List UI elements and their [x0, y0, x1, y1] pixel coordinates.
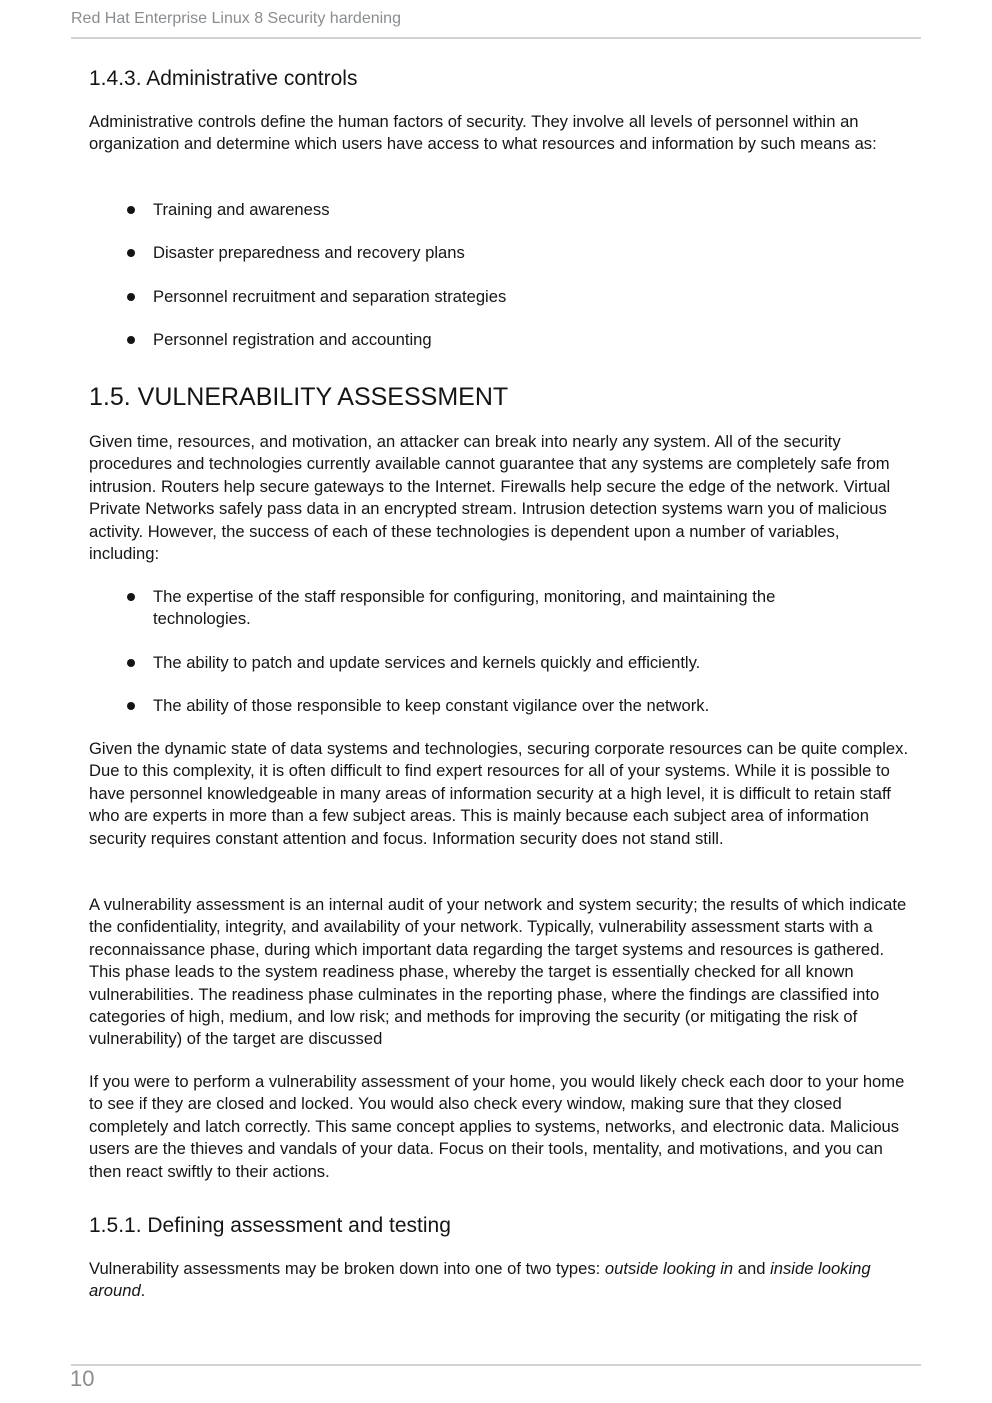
page-number: 10	[70, 1366, 95, 1391]
paragraph-admin-intro: Administrative controls define the human factors of security. They involve all levels of personnel within an organization and determine which users have access to what resources and information by such means as:	[89, 112, 877, 154]
bullet-icon	[127, 249, 135, 257]
list-item: Training and awareness	[153, 199, 843, 221]
bullet-icon	[127, 659, 135, 667]
paragraph-assessment-types: Vulnerability assessments may be broken down into one of two types: outside looking in and inside looking around.	[89, 1259, 871, 1301]
paragraph-home-analogy: If you were to perform a vulnerability assessment of your home, you would likely check each door to your home to see if they are closed and locked. You would also check every window, making sure that they closed completely and latch correctly. This same concept applies to systems, networks, and electronic data. Malicious users are the thieves and vandals of your data. Focus on their tools, mentality, and motivations, and you can then react swiftly to their actions.	[89, 1072, 905, 1181]
section-heading-vulnerability-assessment: 1.5. VULNERABILITY ASSESSMENT	[89, 383, 509, 411]
bullet-icon	[127, 702, 135, 710]
paragraph-internal-audit: A vulnerability assessment is an internal audit of your network and system security; the results of which indicate the confidentiality, integrity, and availability of your network. Typically, vulnerability assessment starts with a reconnaissance phase, during which important data regarding the target systems and resources is gathered. This phase leads to the system readiness phase, whereby the target is essentially checked for all known vulnerabilities. The readiness phase culminates in the reporting phase, where the findings are classified into categories of high, medium, and low risk; and methods for improving the security (or mitigating the risk of vulnerability) of the target are discussed	[89, 895, 907, 1049]
list-item: Personnel recruitment and separation strategies	[153, 286, 843, 308]
bullet-icon	[127, 593, 135, 601]
bullet-icon	[127, 293, 135, 301]
bullet-icon	[127, 206, 135, 214]
list-item: The expertise of the staff responsible for configuring, monitoring, and maintaining the technologies.	[153, 586, 843, 631]
header-divider	[71, 37, 921, 39]
paragraph-dynamic-state: Given the dynamic state of data systems and technologies, securing corporate resources can be quite complex. Due to this complexity, it is often difficult to find expert resources for all of your systems. While it is possible to have personnel knowledgeable in many areas of information security at a high level, it is difficult to retain staff who are experts in more than a few subject areas. This is mainly because each subject area of information security requires constant attention and focus. Information security does not stand still.	[89, 739, 909, 848]
bullet-icon	[127, 336, 135, 344]
paragraph-vuln-intro: Given time, resources, and motivation, an attacker can break into nearly any system. All of the security procedures and technologies currently available cannot guarantee that any systems are completely safe from intrusion. Routers help secure gateways to the Internet. Firewalls help secure the edge of the network. Virtual Private Networks safely pass data in an encrypted stream. Intrusion detection systems warn you of malicious activity. However, the success of each of these technologies is dependent upon a number of variables, including:	[89, 432, 891, 564]
section-heading-administrative-controls: 1.4.3. Administrative controls	[89, 67, 358, 90]
emphasis-inside-looking-around: inside looking around	[89, 1259, 871, 1301]
footer-divider	[71, 1364, 921, 1366]
list-item: Personnel registration and accounting	[153, 329, 843, 351]
list-item: Disaster preparedness and recovery plans	[153, 242, 843, 264]
running-header: Red Hat Enterprise Linux 8 Security hardening	[71, 10, 401, 27]
list-item: The ability to patch and update services and kernels quickly and efficiently.	[153, 652, 843, 674]
list-item: The ability of those responsible to keep constant vigilance over the network.	[153, 695, 843, 717]
emphasis-outside-looking-in: outside looking in	[604, 1259, 734, 1278]
section-heading-defining-assessment: 1.5.1. Defining assessment and testing	[89, 1214, 451, 1237]
